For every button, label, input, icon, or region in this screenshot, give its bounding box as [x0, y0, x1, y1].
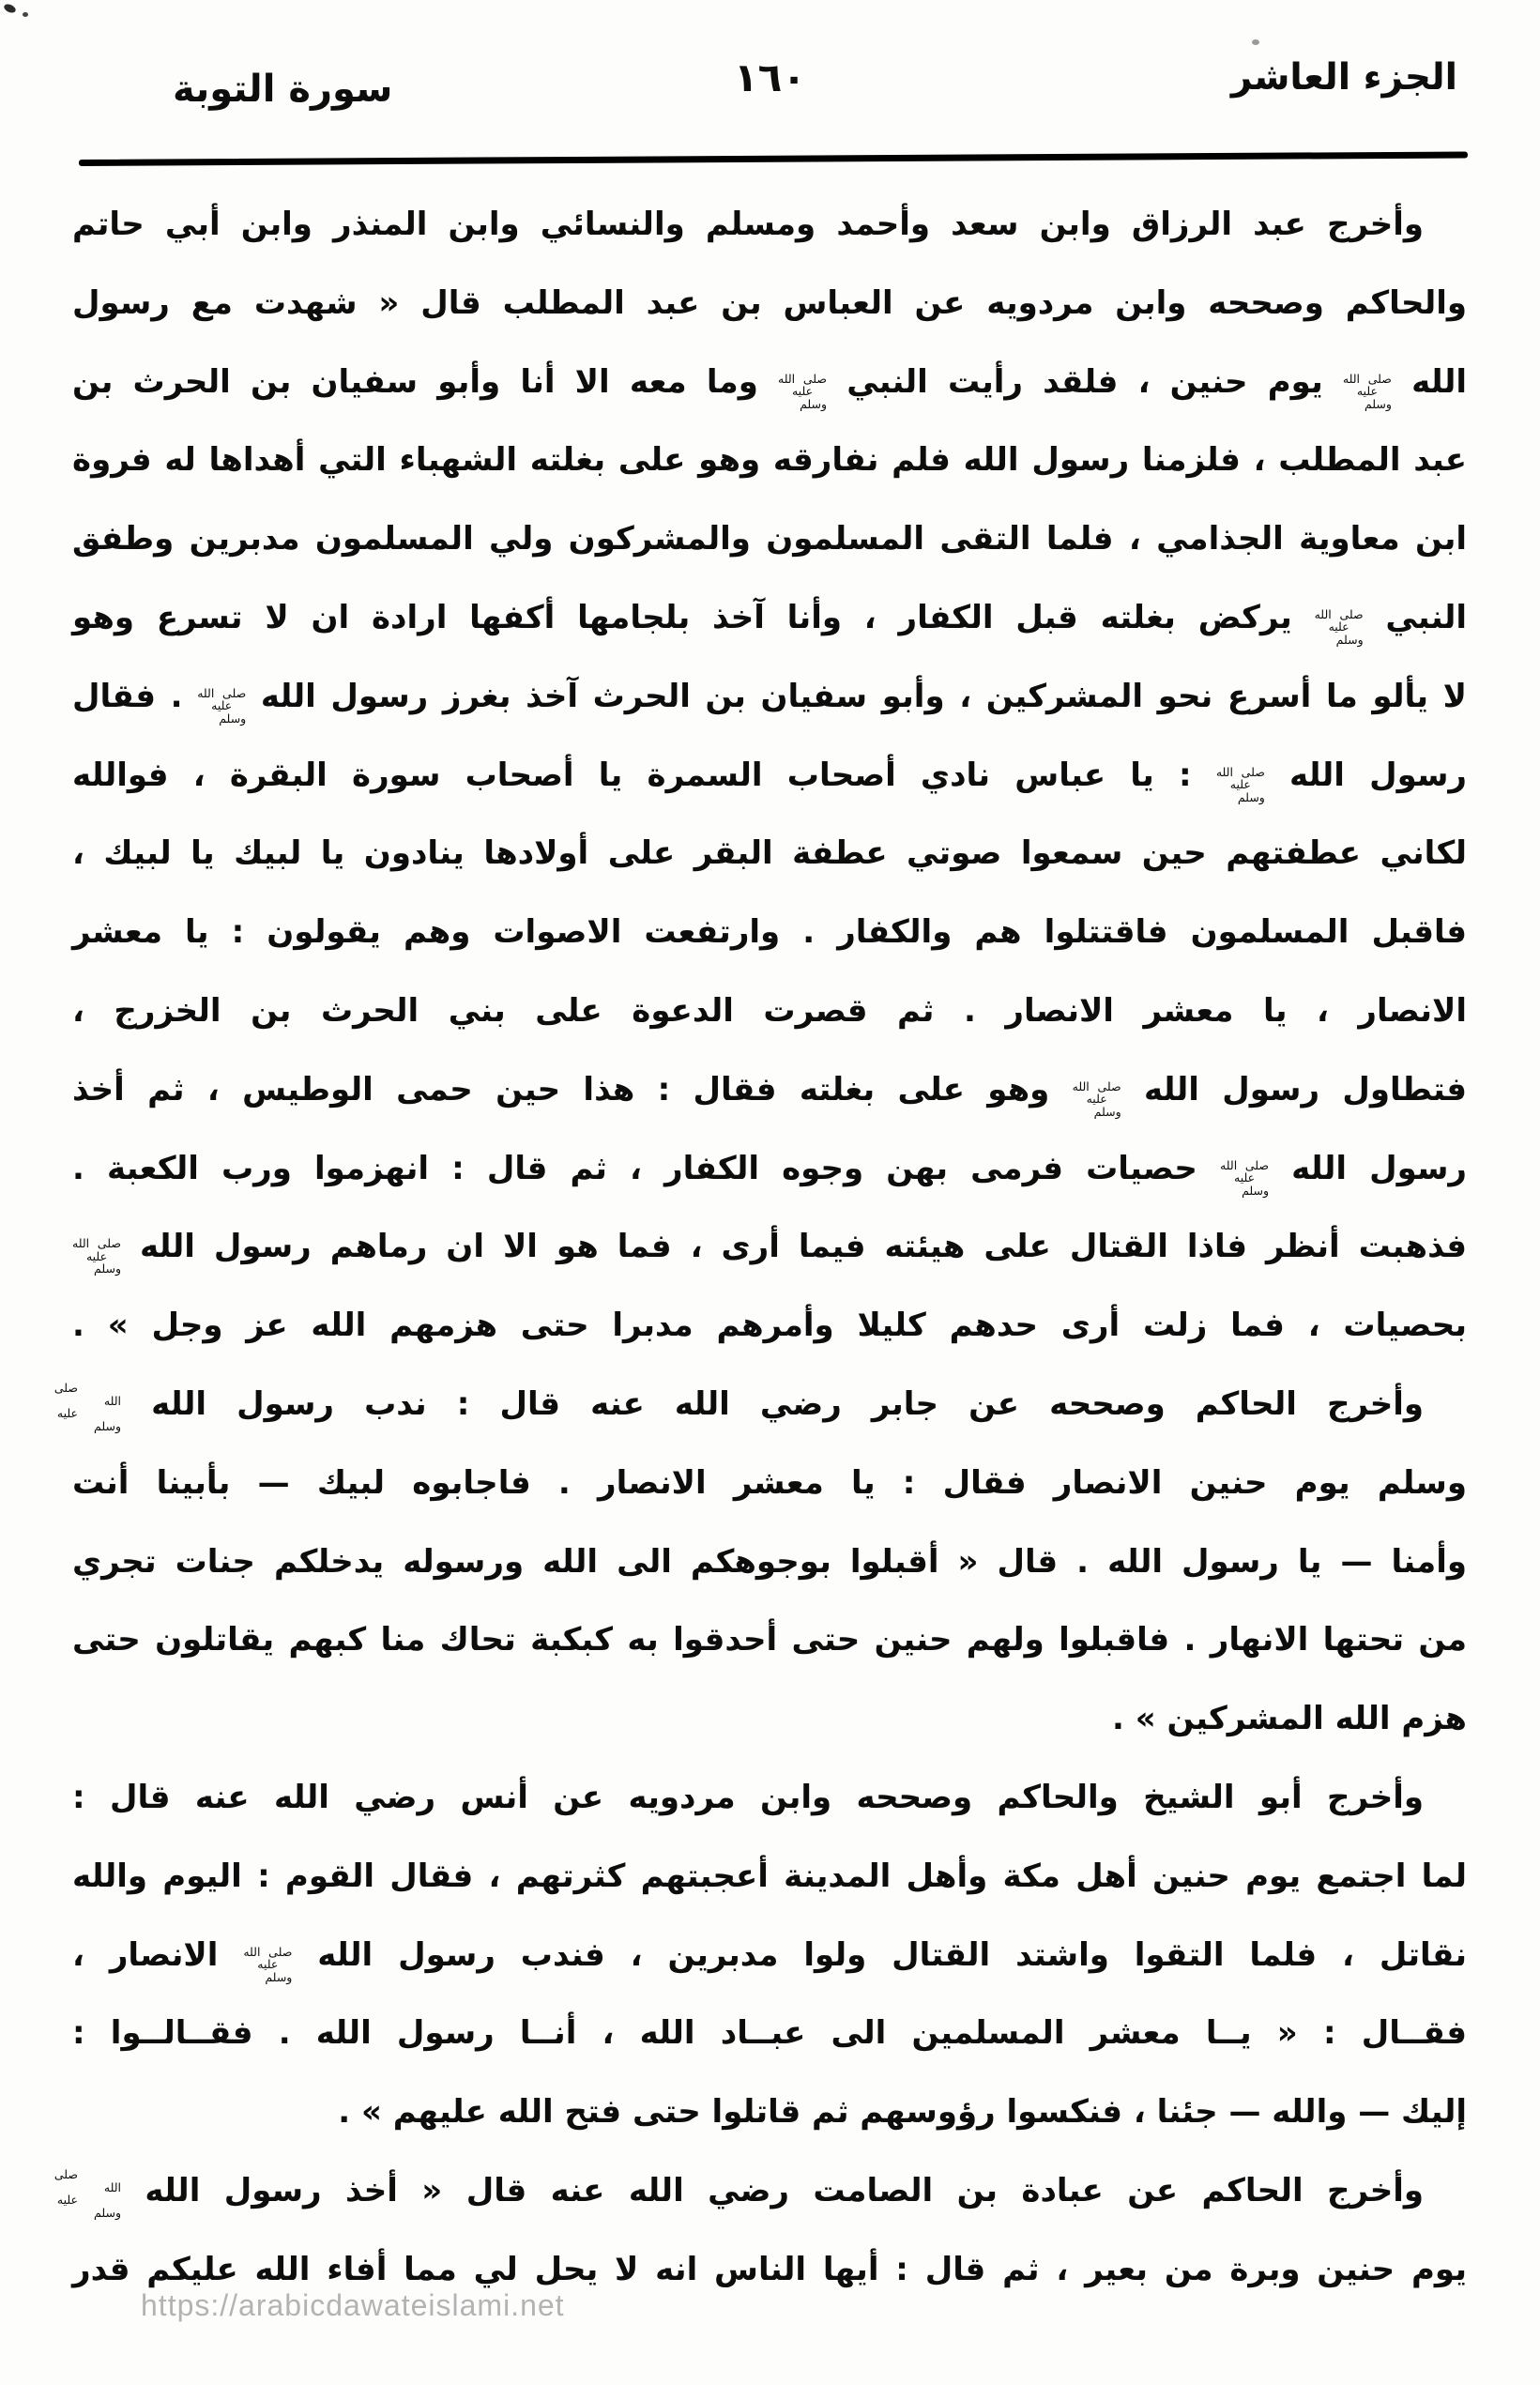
- text-line: نقاتل ، فلما التقوا واشتد القتال ولوا مدبرين ، فندب رسول الله صلى الله عليه وسلم الانصار ،: [72, 1935, 1467, 1984]
- header-surah-title: سورة التوبة: [173, 68, 393, 111]
- text-line: عبد المطلب ، فلزمنا رسول الله فلم نفارقه وهو على بغلته الشهباء التي أهداها له فروة: [72, 441, 1467, 480]
- text-block: [53, 186, 1468, 2310]
- text-line: لكاني عطفتهم حين سمعوا صوتي عطفة البقر على أولادها ينادون يا لبيك يا لبيك ،: [72, 834, 1467, 873]
- text-line: يوم حنين وبرة من بعير ، ثم قال : أيها الناس انه لا يحل لي مما أفاء الله عليكم قدر: [72, 2250, 1467, 2288]
- text-line: الانصار ، يا معشر الانصار . ثم قصرت الدعوة على بني الحرث بن الخزرج ،: [72, 991, 1467, 1030]
- text-line: فقــال : « يــا معشر المسلمين الى عبــاد الله ، أنــا رسول الله . فقــالــوا :: [72, 2014, 1467, 2053]
- text-line: وأخرج الحاكم وصححه عن جابر رضي الله عنه قال : ندب رسول الله صلى الله عليه وسلم: [53, 1381, 1424, 1433]
- text-line: رسول الله صلى الله عليه وسلم حصيات فرمى بهن وجوه الكفار ، ثم قال : انهزموا ورب الكعبة .: [72, 1149, 1467, 1198]
- text-line: النبي صلى الله عليه وسلم يركض بغلته قبل الكفار ، وأنا آخذ بلجامها أكفها ارادة ان لا تسرع وهو: [72, 598, 1467, 647]
- saws-ligature-icon: صلى الله عليه وسلم: [1220, 1157, 1270, 1198]
- text-line: من تحتها الانهار . فاقبلوا ولهم حنين حتى أحدقوا به كبكبة تحاك منا كبهم يقاتلون حتى: [72, 1621, 1467, 1659]
- saws-ligature-icon: صلى الله عليه وسلم: [1072, 1078, 1121, 1119]
- text-line: فذهبت أنظر فاذا القتال على هيئته فيما أرى ، فما هو الا ان رماهم رسول الله صلى الله عليه وسلم: [72, 1228, 1467, 1277]
- saws-ligature-icon: صلى الله عليه وسلم: [1215, 764, 1265, 804]
- header-divider-rule: [79, 151, 1468, 166]
- saws-ligature-icon: صلى الله عليه وسلم: [53, 1381, 121, 1433]
- saws-ligature-icon: صلى الله عليه وسلم: [1342, 371, 1392, 411]
- text-line: وأخرج عبد الرزاق وابن سعد وأحمد ومسلم والنسائي وابن المنذر وابن أبي حاتم: [72, 206, 1424, 243]
- saws-ligature-icon: صلى الله عليه وسلم: [243, 1944, 293, 1984]
- text-line: بحصيات ، فما زلت أرى حدهم كليلا وأمرهم مدبرا حتى هزمهم الله عز وجل » .: [72, 1307, 1467, 1345]
- text-line: رسول الله صلى الله عليه وسلم : يا عباس نادي أصحاب السمرة يا أصحاب سورة البقرة ، فوالله: [72, 756, 1467, 804]
- scan-speck: [1252, 39, 1259, 45]
- text-line: فاقبل المسلمون فاقتتلوا هم والكفار . وارتفعت الاصوات وهم يقولون : يا معشر: [72, 913, 1467, 952]
- saws-ligature-icon: صلى الله عليه وسلم: [1314, 606, 1364, 647]
- header-page-number: ١٦٠: [734, 54, 806, 100]
- text-line: الله صلى الله عليه وسلم يوم حنين ، فلقد رأيت النبي صلى الله عليه وسلم وما معه الا أنا وأبو سفيان بن الحرث بن: [72, 362, 1468, 411]
- saws-ligature-icon: صلى الله عليه وسلم: [778, 371, 828, 411]
- text-line: وأمنا — يا رسول الله . قال « أقبلوا بوجوهكم الى الله ورسوله يدخلكم جنات تجري: [72, 1542, 1467, 1581]
- scan-speck: [23, 12, 28, 17]
- watermark-url: https://arabicdawateislami.net: [141, 2288, 565, 2322]
- saws-ligature-icon: صلى الله عليه وسلم: [72, 1236, 121, 1277]
- text-line: هزم الله المشركين » .: [1111, 1700, 1467, 1738]
- text-line: والحاكم وصححه وابن مردويه عن العباس بن عبد المطلب قال « شهدت مع رسول: [72, 283, 1467, 322]
- scan-speck: [3, 3, 17, 15]
- header-juz-title: الجزء العاشر: [1230, 56, 1457, 99]
- saws-ligature-icon: صلى الله عليه وسلم: [197, 685, 247, 726]
- text-line: لما اجتمع يوم حنين أهل مكة وأهل المدينة أعجبتهم كثرتهم ، فقال القوم : اليوم والله: [72, 1857, 1467, 1895]
- text-line: وأخرج الحاكم عن عبادة بن الصامت رضي الله عنه قال « أخذ رسول الله صلى الله عليه وسلم: [53, 2167, 1424, 2220]
- text-line: وأخرج أبو الشيخ والحاكم وصححه وابن مردويه عن أنس رضي الله عنه قال :: [72, 1778, 1424, 1816]
- text-line: فتطاول رسول الله صلى الله عليه وسلم وهو على بغلته فقال : هذا حين حمى الوطيس ، ثم أخذ: [72, 1070, 1467, 1119]
- saws-ligature-icon: صلى الله عليه وسلم: [53, 2167, 121, 2220]
- text-line: لا يألو ما أسرع نحو المشركين ، وأبو سفيان بن الحرث آخذ بغرز رسول الله صلى الله عليه وسلم . فقال: [72, 677, 1467, 726]
- text-line: وسلم يوم حنين الانصار فقال : يا معشر الانصار . فاجابوه لبيك — بأبينا أنت: [72, 1463, 1467, 1502]
- text-line: ابن معاوية الجذامي ، فلما التقى المسلمون والمشركون ولي المسلمون مدبرين وطفق: [72, 520, 1467, 558]
- text-line: إليك — والله — جئنا ، فنكسوا رؤوسهم ثم قاتلوا حتى فتح الله عليهم » .: [338, 2093, 1467, 2132]
